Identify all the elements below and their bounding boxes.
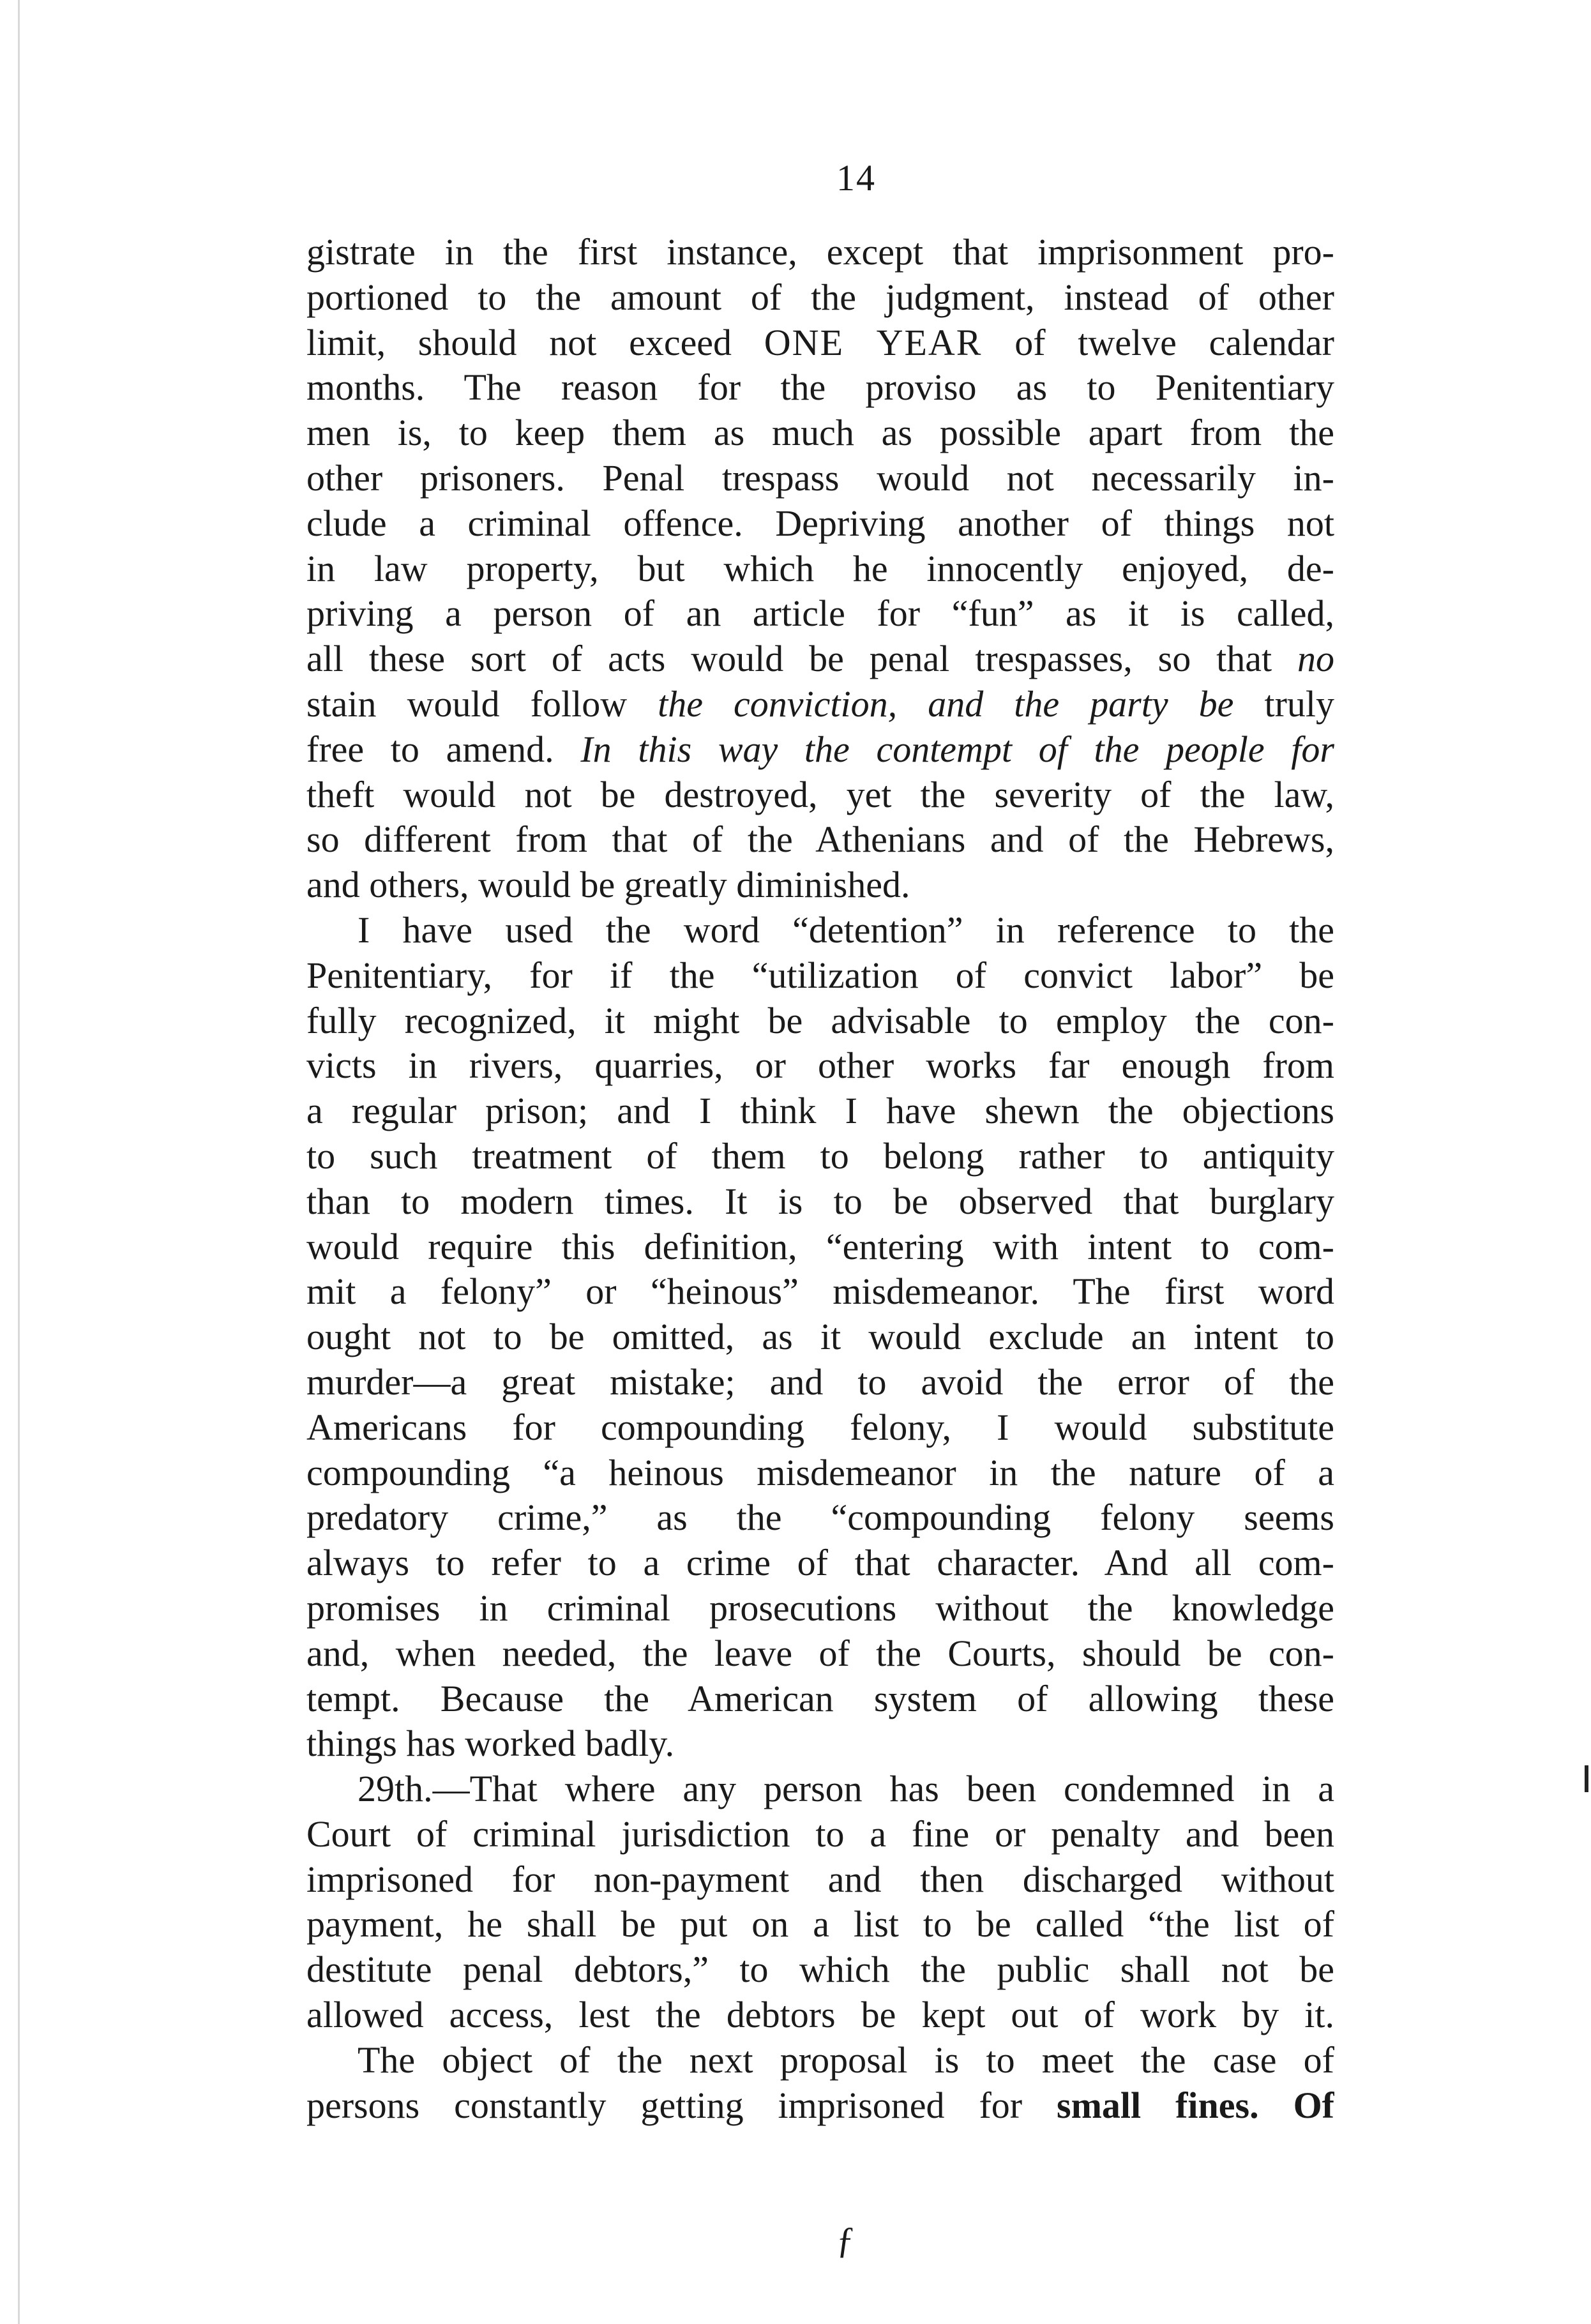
text-line-21: to such treatment of them to belong rather to antiquity bbox=[306, 1135, 1334, 1177]
text-line-2: portioned to the amount of the judgment, instead of other bbox=[306, 276, 1334, 318]
text-line-15: and others, would be greatly diminished. bbox=[306, 864, 910, 906]
text-line-29: predatory crime,” as the “compounding felony seems bbox=[306, 1497, 1334, 1539]
text-line-18: fully recognized, it might be advisable to employ the con- bbox=[306, 999, 1334, 1041]
text-line-34: things has worked badly. bbox=[306, 1723, 675, 1765]
text-line-13: theft would not be destroyed, yet the severity of the law, bbox=[306, 773, 1334, 815]
page-gutter-edge bbox=[18, 0, 20, 2324]
text-line-33: tempt. Because the American system of allowing these bbox=[306, 1677, 1334, 1719]
page-number: 14 bbox=[836, 157, 876, 199]
margin-mark bbox=[1585, 1765, 1588, 1792]
text-line-38: payment, he shall be put on a list to be called “the list of bbox=[306, 1903, 1334, 1945]
text-line-3: limit, should not exceed ONE YEAR of twelve calendar bbox=[306, 321, 1334, 363]
text-line-6: other prisoners. Penal trespass would not necessarily in- bbox=[306, 456, 1334, 499]
emphasis-text: In this way the contempt of the people for bbox=[554, 728, 1334, 770]
text-line-8: in law property, but which he innocently enjoyed, de- bbox=[306, 547, 1334, 589]
text-line-22: than to modern times. It is to be observed that burglary bbox=[306, 1180, 1334, 1222]
text-line-31: promises in criminal prosecutions without the knowledge bbox=[306, 1587, 1334, 1629]
text-line-26: murder—a great mistake; and to avoid the error of the bbox=[306, 1361, 1334, 1403]
text-line-14: so different from that of the Athenians and of the Hebrews, bbox=[306, 819, 1334, 861]
emphasis-text: ONE YEAR bbox=[764, 321, 983, 363]
text-line-27: Americans for compounding felony, I would substitute bbox=[306, 1406, 1334, 1448]
text-line-36: Court of criminal jurisdiction to a fine or penalty and been bbox=[306, 1813, 1334, 1855]
text-line-19: victs in rivers, quarries, or other works far enough from bbox=[306, 1045, 1334, 1087]
emphasis-text: the conviction, and the party be bbox=[627, 683, 1265, 725]
bottom-mark: ƒ bbox=[836, 2219, 855, 2261]
text-line-5: men is, to keep them as much as possible apart from the bbox=[306, 412, 1334, 454]
text-line-25: ought not to be omitted, as it would exclude an intent to bbox=[306, 1316, 1334, 1358]
text-line-20: a regular prison; and I think I have shewn the objections bbox=[306, 1090, 1334, 1132]
text-line-10: all these sort of acts would be penal trespasses, so that no bbox=[306, 638, 1334, 680]
text-line-17: Penitentiary, for if the “utilization of convict labor” be bbox=[306, 954, 1334, 996]
text-line-37: imprisoned for non-payment and then discharged without bbox=[306, 1858, 1334, 1900]
text-line-12: free to amend. In this way the contempt of the people for bbox=[306, 728, 1334, 770]
text-line-11: stain would follow the conviction, and the party be truly bbox=[306, 683, 1334, 725]
text-line-4: months. The reason for the proviso as to Penitentiary bbox=[306, 366, 1334, 409]
emphasis-text: no bbox=[1297, 638, 1334, 680]
text-line-30: always to refer to a crime of that character. And all com- bbox=[306, 1542, 1334, 1584]
text-line-7: clude a criminal offence. Depriving another of things not bbox=[306, 502, 1334, 544]
text-line-24: mit a felony” or “heinous” misdemeanor. The first word bbox=[306, 1271, 1334, 1313]
text-line-42: persons constantly getting imprisoned for small fines. Of bbox=[306, 2084, 1334, 2126]
text-line-1: gistrate in the first instance, except that imprisonment pro- bbox=[306, 231, 1334, 273]
text-line-40: allowed access, lest the debtors be kept out of work by it. bbox=[306, 1994, 1334, 2036]
text-line-35: 29th.—That where any person has been condemned in a bbox=[358, 1768, 1334, 1810]
text-line-39: destitute penal debtors,” to which the public shall not be bbox=[306, 1949, 1334, 1991]
text-line-16: I have used the word “detention” in reference to the bbox=[358, 909, 1334, 951]
body-text bbox=[306, 230, 1334, 2128]
text-line-23: would require this definition, “entering with intent to com- bbox=[306, 1225, 1334, 1267]
text-line-28: compounding “a heinous misdemeanor in the nature of a bbox=[306, 1451, 1334, 1493]
text-line-41: The object of the next proposal is to meet the case of bbox=[358, 2039, 1334, 2081]
emphasis-text: small fines. Of bbox=[1057, 2084, 1334, 2126]
text-line-9: priving a person of an article for “fun” as it is called, bbox=[306, 592, 1334, 635]
text-line-32: and, when needed, the leave of the Courts, should be con- bbox=[306, 1632, 1334, 1674]
